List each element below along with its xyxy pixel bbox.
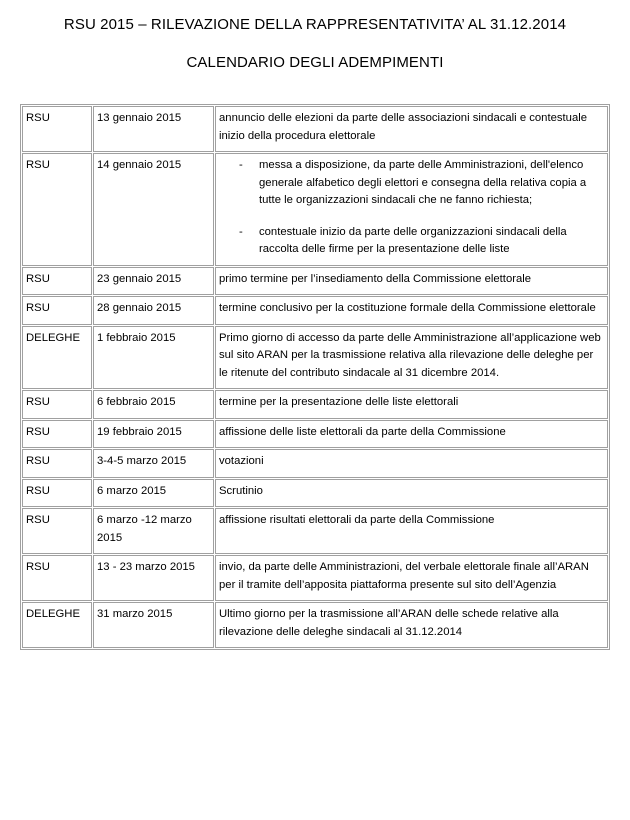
row-description-cell: Primo giorno di accesso da parte delle Amministrazione all’applicazione web sul sito ARAN per la trasmissione relativa alla rilevazione delle deleghe per le ritenute del contributo sindacale al 31 dicembre 2014. bbox=[215, 326, 608, 390]
row-date-cell: 1 febbraio 2015 bbox=[93, 326, 214, 390]
description-list bbox=[219, 157, 604, 259]
row-type-cell: DELEGHE bbox=[22, 602, 92, 648]
row-date-cell: 6 marzo -12 marzo 2015 bbox=[93, 508, 214, 554]
list-marker: - bbox=[239, 159, 243, 171]
table-row bbox=[22, 449, 608, 478]
row-type-cell: RSU bbox=[22, 106, 92, 152]
schedule-table-body bbox=[22, 106, 608, 648]
row-description-cell: affissione delle liste elettorali da parte della Commissione bbox=[215, 420, 608, 449]
row-type-cell: RSU bbox=[22, 390, 92, 419]
page-title: RSU 2015 – RILEVAZIONE DELLA RAPPRESENTATIVITA’ AL 31.12.2014 bbox=[63, 16, 567, 33]
row-type-cell: RSU bbox=[22, 296, 92, 325]
row-date-cell: 14 gennaio 2015 bbox=[93, 153, 214, 266]
row-type-cell: RSU bbox=[22, 420, 92, 449]
row-type-cell: RSU bbox=[22, 153, 92, 266]
row-description-cell: Ultimo giorno per la trasmissione all’ARAN delle schede relative alla rilevazione delle deleghe sindacali al 31.12.2014 bbox=[215, 602, 608, 648]
table-row bbox=[22, 508, 608, 554]
row-type-cell: RSU bbox=[22, 449, 92, 478]
page-subtitle: CALENDARIO DEGLI ADEMPIMENTI bbox=[186, 54, 444, 71]
table-row bbox=[22, 153, 608, 266]
table-row bbox=[22, 106, 608, 152]
table-row bbox=[22, 420, 608, 449]
row-date-cell: 19 febbraio 2015 bbox=[93, 420, 214, 449]
table-row bbox=[22, 555, 608, 601]
row-type-cell: RSU bbox=[22, 555, 92, 601]
row-date-cell: 28 gennaio 2015 bbox=[93, 296, 214, 325]
table-row bbox=[22, 390, 608, 419]
table-row bbox=[22, 479, 608, 508]
row-type-cell: RSU bbox=[22, 508, 92, 554]
table-row bbox=[22, 296, 608, 325]
list-marker: - bbox=[239, 225, 243, 238]
row-description-cell: termine conclusivo per la costituzione formale della Commissione elettorale bbox=[215, 296, 608, 325]
row-description-cell: termine per la presentazione delle liste elettorali bbox=[215, 390, 608, 419]
row-description-cell: primo termine per l’insediamento della Commissione elettorale bbox=[215, 267, 608, 296]
row-date-cell: 13 - 23 marzo 2015 bbox=[93, 555, 214, 601]
row-description-cell bbox=[215, 153, 608, 266]
list-item-text: messa a disposizione, da parte delle Amministrazioni, dell'elenco generale alfabetico degli elettori e consegna della relativa copia a tutte le organizzazioni sindacali che ne fanno richiesta; bbox=[259, 159, 587, 206]
row-date-cell: 31 marzo 2015 bbox=[93, 602, 214, 648]
schedule-table bbox=[20, 104, 610, 650]
row-description-cell: annuncio delle elezioni da parte delle associazioni sindacali e contestuale inizio della procedura elettorale bbox=[215, 106, 608, 152]
table-row bbox=[22, 267, 608, 296]
list-item bbox=[219, 157, 604, 210]
row-date-cell: 6 marzo 2015 bbox=[93, 479, 214, 508]
row-date-cell: 23 gennaio 2015 bbox=[93, 267, 214, 296]
table-row bbox=[22, 602, 608, 648]
row-description-cell: votazioni bbox=[215, 449, 608, 478]
list-item bbox=[219, 224, 604, 259]
table-row bbox=[22, 326, 608, 390]
row-date-cell: 13 gennaio 2015 bbox=[93, 106, 214, 152]
row-type-cell: RSU bbox=[22, 267, 92, 296]
row-type-cell: DELEGHE bbox=[22, 326, 92, 390]
list-item-text: contestuale inizio da parte delle organizzazioni sindacali della raccolta delle firme per la presentazione delle liste bbox=[259, 225, 567, 255]
row-date-cell: 6 febbraio 2015 bbox=[93, 390, 214, 419]
row-date-cell: 3-4-5 marzo 2015 bbox=[93, 449, 214, 478]
row-type-cell: RSU bbox=[22, 479, 92, 508]
row-description-cell: Scrutinio bbox=[215, 479, 608, 508]
row-description-cell: affissione risultati elettorali da parte della Commissione bbox=[215, 508, 608, 554]
row-description-cell: invio, da parte delle Amministrazioni, del verbale elettorale finale all’ARAN per il tramite dell’apposita piattaforma presente sul sito dell’Agenzia bbox=[215, 555, 608, 601]
